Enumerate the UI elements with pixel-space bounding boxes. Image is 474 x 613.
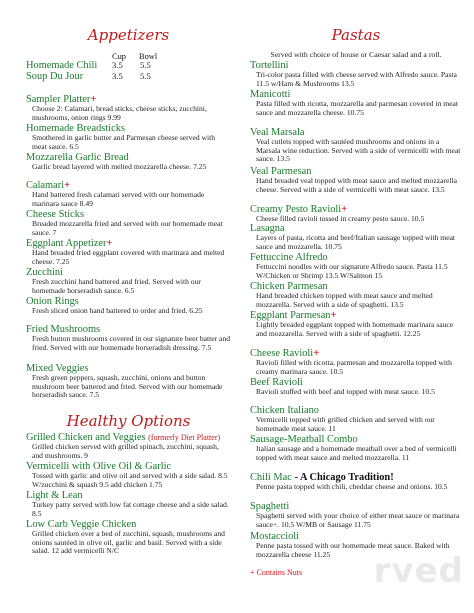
item-description: Smothered in garlic butter and Parmesan cheese served with meat sauce. 6.5 [32,133,216,151]
item-description: Fettuccini noodles with our signature Alfredo sauce. Pasta 11.5 W/Chicken or Shrimp 13.5 W/Salmon 15 [256,262,448,280]
item-name: Fettuccine Alfredo [250,252,328,263]
nut-marker: + [64,180,71,191]
item-description: Lightly breaded eggplant topped with homemade marinara sauce and mozzarella. Served with a side of spaghetti. 12.25 [256,320,454,338]
menu-item [250,472,462,492]
item-description: Ravioli stuffed with beef and topped with meat sauce. 10.5 [256,387,435,396]
menu-item [250,166,462,194]
item-description: Spaghetti served with your choice of either meat sauce or marinara sauce+. 10.5 W/MB or Sausage 11.75 [256,511,460,529]
item-description: Grilled chicken served with grilled spinach, zucchini, squash, and mushrooms. 9 [32,442,219,460]
appetizers-heading: Appetizers [87,26,170,44]
menu-item [26,363,231,400]
item-description: Fresh button mushrooms covered in our signature beer batter and fried. Served with our homemade horseradish dressing. 7.5 [32,334,231,352]
item-description: Penne pasta topped with chili, cheddar cheese and onions. 10.5 [256,482,448,491]
item-description: Veal cutlets topped with sautéed mushrooms and onions in a Marsala wine reduction. Served with a side of vermicelli with meat sauce. 13.5 [256,137,461,164]
pastas-heading: Pastas [331,26,381,44]
item-note: (formerly Diet Platter) [148,433,221,442]
item-description: Ravioli filled with ricotta, parmesan and mozzarella topped with creamy marinara sauce. 10.5 [256,358,452,376]
menu-item [26,296,231,316]
item-description: Garlic bread layered with melted mozzarella cheese. 7.25 [32,162,207,171]
item-name: Calamari [26,180,65,191]
menu-item [26,152,231,172]
item-description: Tri-color pasta filled with cheese served with Alfredo sauce. Pasta 11.5 w/Ham & Mushrooms 13.5 [256,70,457,88]
item-name: Manicotti [250,89,291,100]
menu-item [26,180,231,208]
item-tagline: - A Chicago Tradition! [291,472,394,483]
item-description: Fresh zucchini hand battered and fried. Served with our homemade horseradish sauce. 6.5 [32,277,201,295]
item-name: Light & Lean [26,490,83,501]
soup-cup-price: 3.5 [112,60,123,70]
item-name: Grilled Chicken and Veggies [26,432,146,443]
nut-marker: + [106,238,113,249]
item-description: Hand battered fresh calamari served with our homemade marinara sauce 8.49 [32,190,205,208]
item-name: Onion Rings [26,296,79,307]
item-name: Chili Mac [250,472,292,483]
bowl-column-header: Bowl [139,52,158,61]
item-name: Veal Parmesan [250,166,312,177]
item-name: Creamy Pesto Ravioli [250,204,342,215]
soup-row-du-jour [26,71,151,82]
menu-item [26,209,231,237]
pastas-intro: Served with choice of house or Caesar salad and a roll. [270,50,442,59]
menu-item [250,501,462,529]
soup-bowl-price: 5.5 [140,71,151,81]
item-description: Fresh green peppers, squash, zucchini, onions and button mushroom beer battered and fried. Served with our homemade horseradish sauce. 7.5 [32,373,223,400]
item-name: Veal Marsala [250,127,305,138]
item-name: Eggplant Parmesan [250,310,331,321]
item-name: Vermicelli with Olive Oil & Garlic [26,461,172,472]
item-name: Chicken Italiano [250,405,319,416]
menu-item [250,89,462,117]
menu-item [26,267,231,295]
item-description: Pasta filled with ricotta, mozzarella and parmesan covered in meat sauce and mozzarella cheese. 10.75 [256,99,458,117]
menu-item [250,348,462,376]
menu-item [250,204,462,224]
item-name: Lasagna [250,223,285,234]
soup-bowl-price: 5.5 [140,60,151,70]
item-name: Mostaccioli [250,531,300,542]
item-name: Sausage-Meatball Combo [250,434,358,445]
menu-item [26,123,231,151]
item-name: Spaghetti [250,501,290,512]
soup-name: Homemade Chili [26,60,98,71]
item-description: Turkey patty served with low fat cottage cheese and a side salad. 8.5 [32,500,229,518]
item-name: Mixed Veggies [26,363,89,374]
menu-item [26,238,231,266]
menu-item [26,324,231,352]
soup-row-chili [26,60,151,71]
menu-item [250,405,462,433]
item-description: Hand breaded veal topped with meat sauce and melted mozzarella cheese. Served with a side of vermicelli with meat sauce. 13.5 [256,176,457,194]
item-description: Hand breaded fried eggplant covered with marinara and melted cheese. 7.25 [32,248,225,266]
item-name: Homemade Breadsticks [26,123,125,134]
item-name: Chicken Parmesan [250,281,328,292]
item-name: Fried Mushrooms [26,324,101,335]
item-name: Zucchini [26,267,63,278]
nuts-legend: + Contains Nuts [250,568,303,577]
menu-item [250,377,462,397]
soup-name: Soup Du Jour [26,71,84,82]
menu-item [26,519,231,556]
item-name: Beef Ravioli [250,377,303,388]
item-description: Italian sausage and a homemade meatball over a bed of vermicelli topped with meat sauce and melted mozzarella. 11 [256,444,457,462]
menu-item [26,94,231,122]
menu-item [250,310,462,338]
menu-item [250,60,462,88]
nut-marker: + [341,204,348,215]
soup-cup-price: 3.5 [112,71,123,81]
item-name: Mozzarella Garlic Bread [26,152,129,163]
item-name: Cheese Ravioli [250,348,314,359]
item-name: Tortellini [250,60,289,71]
item-name: Sampler Platter [26,94,91,105]
item-name: Eggplant Appetizer [26,238,107,249]
menu-item [26,461,231,489]
menu-item [250,281,462,309]
item-description: Grilled chicken over a bed of zucchini, squash, mushrooms and onions sautéed in olive oil, garlic and basil. Served with a side salad. 12 add vermicelli N/C [32,529,225,556]
watermark-logo: rved [373,551,464,591]
item-description: Cheese filled ravioli tossed in creamy pesto sauce. 10.5 [256,214,425,223]
item-description: Layers of pasta, ricotta and beef/Italian sausage topped with meat sauce and mozzarella. 10.75 [256,233,456,251]
menu-item [250,434,462,462]
item-description: Breaded mozzarella fried and served with our homemade meat sauce. 7 [32,219,223,237]
item-name: Cheese Sticks [26,209,85,220]
cup-column-header: Cup [112,52,126,61]
item-description: Penne pasta tossed with our homemade meat sauce. Baked with mozzarella cheese 11.25 [256,541,450,559]
item-name: Low Carb Veggie Chicken [26,519,137,530]
item-description: Hand breaded chicken topped with meat sauce and melted mozzarella. Served with a side of spaghetti. 13.5 [256,291,433,309]
nut-marker: + [90,94,97,105]
item-description: Choose 2: Calamari, bread sticks, cheese sticks, zucchini, mushrooms, onion rings 9.99 [32,104,207,122]
item-description: Tossed with garlic and olive oil and served with a side salad. 8.5 W/zucchini & squash 9.5 add chicken 1.75 [32,471,228,489]
healthy-options-heading: Healthy Options [66,412,191,430]
menu-item [26,432,231,460]
nut-marker: + [330,310,337,321]
item-description: Vermicelli topped with grilled chicken and served with our homemade meat sauce. 11 [256,415,435,433]
menu-item [250,223,462,251]
menu-item [250,127,462,164]
item-description: Fresh sliced onion hand battered to order and fried. 6.25 [32,306,203,315]
menu-item [26,490,231,518]
nut-marker: + [313,348,320,359]
menu-item [250,252,462,280]
